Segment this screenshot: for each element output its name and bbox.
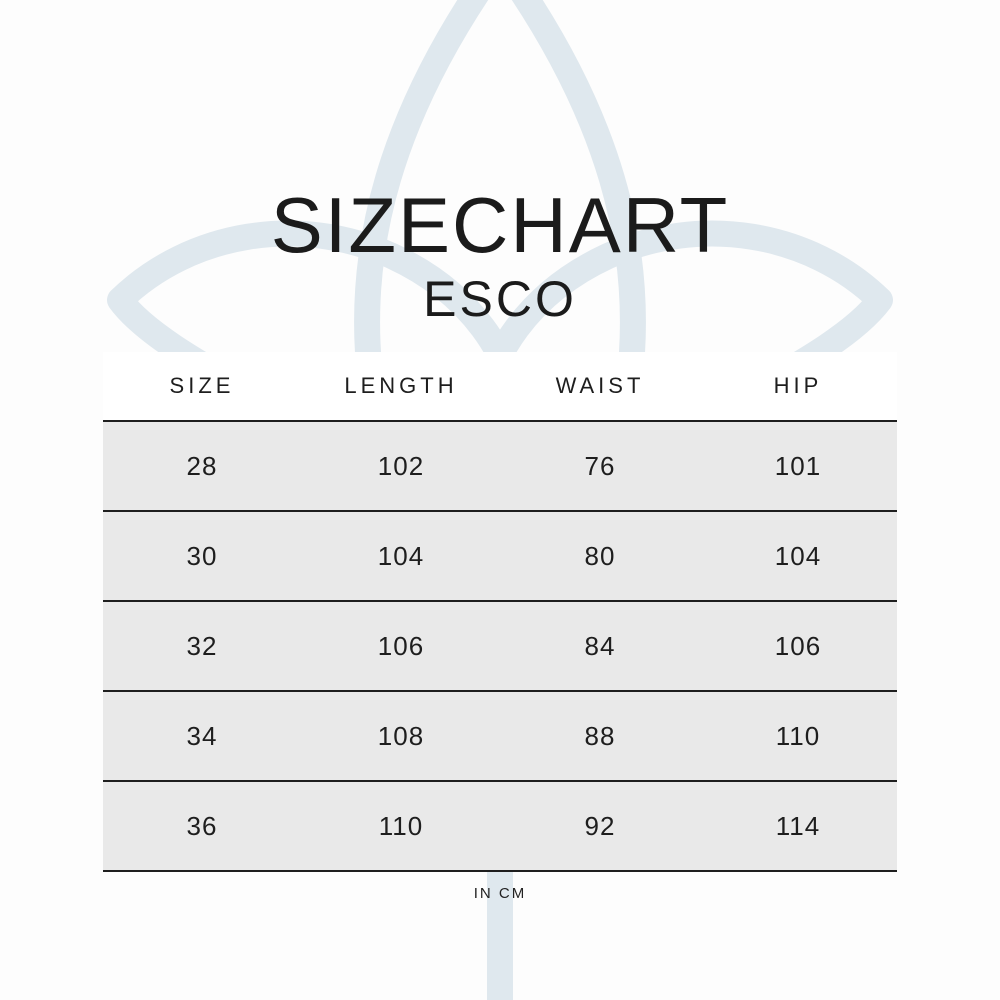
cell-length: 110 xyxy=(301,781,501,871)
size-chart-table-wrapper xyxy=(103,352,897,872)
cell-hip: 104 xyxy=(699,511,897,601)
cell-size: 34 xyxy=(103,691,301,781)
table-row xyxy=(103,691,897,781)
title-block xyxy=(0,181,1000,328)
table-row xyxy=(103,781,897,871)
cell-waist: 80 xyxy=(501,511,699,601)
column-header-waist: WAIST xyxy=(501,352,699,421)
column-header-hip: HIP xyxy=(699,352,897,421)
cell-length: 106 xyxy=(301,601,501,691)
cell-waist: 76 xyxy=(501,421,699,511)
cell-size: 32 xyxy=(103,601,301,691)
cell-waist: 92 xyxy=(501,781,699,871)
cell-size: 28 xyxy=(103,421,301,511)
page-title: SIZECHART xyxy=(270,181,730,269)
table-header-row xyxy=(103,352,897,421)
table-row xyxy=(103,421,897,511)
cell-hip: 114 xyxy=(699,781,897,871)
units-note: IN CM xyxy=(473,885,527,902)
cell-length: 108 xyxy=(301,691,501,781)
cell-size: 30 xyxy=(103,511,301,601)
cell-hip: 106 xyxy=(699,601,897,691)
size-chart-table xyxy=(103,352,897,872)
cell-hip: 101 xyxy=(699,421,897,511)
brand-name: ESCO xyxy=(423,271,577,327)
cell-waist: 88 xyxy=(501,691,699,781)
column-header-size: SIZE xyxy=(103,352,301,421)
cell-length: 102 xyxy=(301,421,501,511)
column-header-length: LENGTH xyxy=(301,352,501,421)
cell-size: 36 xyxy=(103,781,301,871)
table-row xyxy=(103,601,897,691)
cell-waist: 84 xyxy=(501,601,699,691)
cell-length: 104 xyxy=(301,511,501,601)
table-row xyxy=(103,511,897,601)
cell-hip: 110 xyxy=(699,691,897,781)
